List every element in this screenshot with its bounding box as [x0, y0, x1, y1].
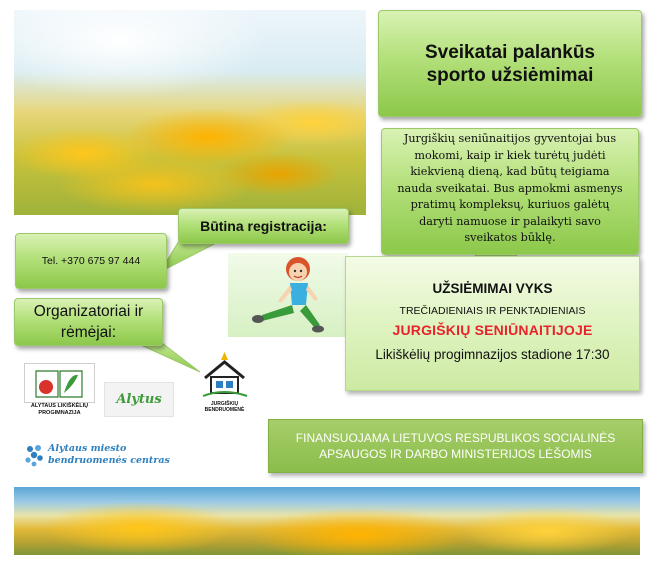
alytus-logo [104, 382, 174, 417]
community-logo [197, 350, 252, 420]
description-line: mokomi, kaip ir kiek turėtų judėti [414, 148, 606, 162]
community-center-logo [24, 441, 184, 471]
stretching-girl-icon [228, 253, 348, 337]
alytus-wordmark: Alytus [116, 392, 162, 407]
funding-box [268, 419, 643, 473]
flower-cluster-icon [24, 443, 46, 469]
description-line: daryti namuose ir palaikyti savo [419, 214, 601, 228]
school-name-line-2: PROGIMNAZIJA [38, 409, 81, 416]
phone-box [15, 233, 167, 289]
event-days: TREČIADIENIAIS IR PENKTADIENIAIS [399, 305, 586, 317]
registration-box [178, 208, 349, 244]
event-info-box [345, 256, 640, 391]
organizers-line-1: Organizatoriai ir [33, 303, 144, 320]
description-line: nauda sveikatai. Bus apmokmi asmenys [397, 181, 623, 195]
flower-field-photo [14, 10, 366, 215]
event-title: UŽSIĖMIMAI VYKS [432, 281, 553, 296]
school-name-line-1: ALYTAUS LIKIŠKĖLIŲ [30, 403, 89, 409]
description-line: sveikatos būklę. [464, 231, 556, 244]
event-place: JURGIŠKIŲ SENIŪNAITIJOJE [392, 322, 593, 338]
school-emblem-icon [24, 363, 95, 403]
center-name-line-2: bendruomenės centras [48, 455, 170, 466]
organizers-line-2: rėmėjai: [60, 324, 117, 341]
flower-field-banner-photo [14, 487, 640, 555]
title-box [378, 10, 642, 117]
description-line: pratimų kompleksų, kuriuos galėtų [410, 198, 610, 211]
description-box [381, 128, 639, 255]
event-stadium-time: Likiškėlių progimnazijos stadione 17:30 [375, 347, 610, 362]
description-line: Jurgiškių seniūnaitijos gyventojai bus [403, 132, 617, 145]
community-house-icon [197, 350, 252, 400]
community-name-line-2: BENDRUOMENĖ [204, 407, 245, 413]
phone-number[interactable]: Tel. +370 675 97 444 [41, 255, 141, 267]
school-logo [24, 363, 95, 417]
funding-line-1: FINANSUOJAMA LIETUVOS RESPUBLIKOS SOCIALINĖS [295, 431, 616, 445]
organizers-box [14, 298, 163, 346]
registration-label: Būtina registracija: [200, 218, 327, 234]
community-name-line-1: JURGIŠKIŲ [210, 401, 239, 407]
title-line-1: Sveikatai palankūs [424, 41, 596, 63]
funding-line-2: APSAUGOS IR DARBO MINISTERIJOS LĖŠOMIS [319, 447, 592, 461]
description-line: kiekvieną dieną, kad būtų teigiama [410, 165, 610, 178]
exercise-illustration [228, 253, 348, 337]
title-line-2: sporto užsiėmimai [426, 64, 594, 86]
center-name-line-1: Alytaus miesto [48, 443, 127, 454]
